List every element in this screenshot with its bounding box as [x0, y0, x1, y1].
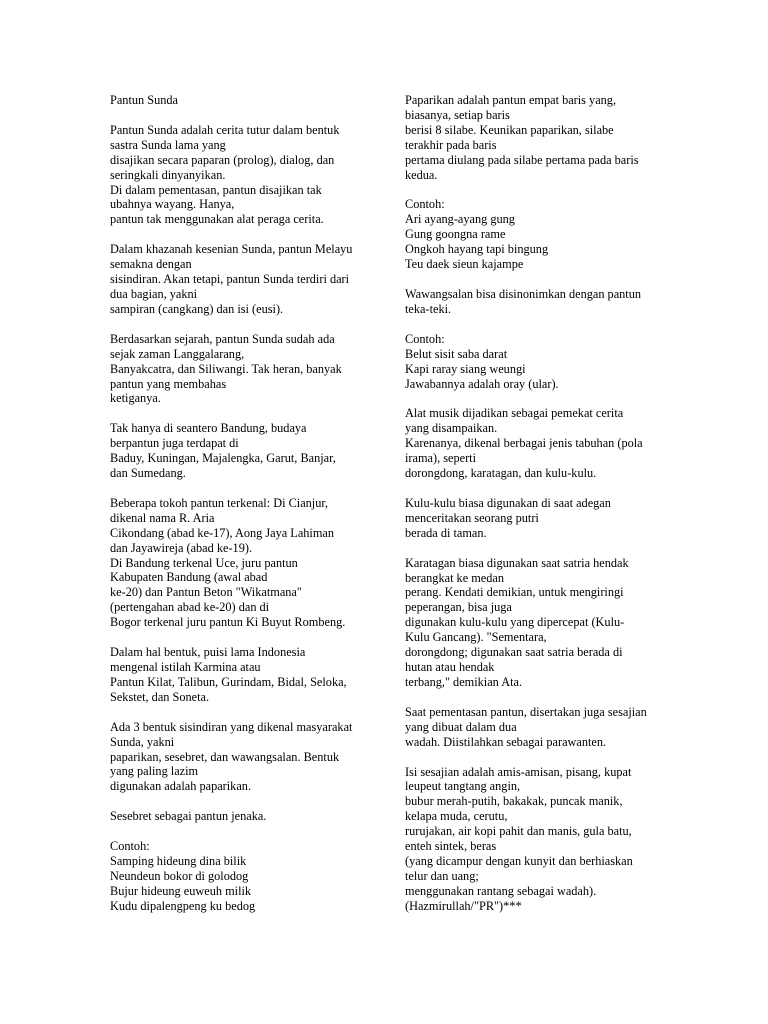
text-line: Teu daek sieun kajampe: [405, 257, 524, 272]
text-line: yang disampaikan.: [405, 421, 498, 436]
paragraph: [110, 242, 370, 317]
text-line: enteh sintek, beras: [405, 839, 497, 854]
text-line: Samping hideung dina bilik: [110, 854, 247, 869]
paragraph: [110, 645, 370, 705]
paragraph: [405, 705, 665, 750]
text-line: leupeut tangtang angin,: [405, 779, 521, 794]
text-line: Kudu dipalengpeng ku bedog: [110, 898, 256, 913]
text-line: Tak hanya di seantero Bandung, budaya: [110, 421, 307, 436]
text-line: perang. Kendati demikian, untuk mengiringi: [405, 585, 624, 600]
text-line: Pantun Kilat, Talibun, Gurindam, Bidal, Seloka,: [110, 674, 347, 689]
text-line: peperangan, bisa juga: [405, 600, 512, 615]
text-line: Ongkoh hayang tapi bingung: [405, 242, 549, 257]
text-line: Di Bandung terkenal Uce, juru pantun: [110, 555, 298, 570]
text-line: Ari ayang-ayang gung: [405, 212, 515, 227]
text-line: Contoh:: [110, 839, 150, 854]
text-line: berisi 8 silabe. Keunikan paparikan, silabe: [405, 122, 614, 137]
text-line: wadah. Diistilahkan sebagai parawanten.: [405, 734, 607, 749]
paragraph: [405, 496, 665, 541]
text-line: Kulu Gancang). "Sementara,: [405, 630, 547, 645]
text-line: sisindiran. Akan tetapi, pantun Sunda terdiri dari: [110, 272, 350, 287]
text-line: Alat musik dijadikan sebagai pemekat cerita: [405, 406, 624, 421]
text-line: ubahnya wayang. Hanya,: [110, 197, 235, 212]
text-line: Sesebret sebagai pantun jenaka.: [110, 809, 267, 824]
text-line: semakna dengan: [110, 257, 192, 272]
text-line: Di dalam pementasan, pantun disajikan tak: [110, 182, 322, 197]
text-line: berpantun juga terdapat di: [110, 436, 239, 451]
text-line: digunakan kulu-kulu yang dipercepat (Kulu-: [405, 615, 625, 630]
text-line: Paparikan adalah pantun empat baris yang,: [405, 93, 617, 107]
text-line: menceritakan seorang putri: [405, 510, 539, 525]
paragraph: [110, 332, 370, 407]
right-text-column: [405, 93, 665, 929]
text-line: seringkali dinyanyikan.: [110, 167, 226, 182]
paragraph: [110, 123, 370, 227]
text-line: sejak zaman Langgalarang,: [110, 346, 245, 361]
text-line: sampiran (cangkang) dan isi (eusi).: [110, 301, 284, 316]
paragraph: [405, 406, 665, 481]
text-line: Neundeun bokor di golodog: [110, 868, 249, 883]
text-line: Karatagan biasa digunakan saat satria hendak: [405, 555, 629, 570]
text-line: Gung goongna rame: [405, 227, 506, 242]
paragraph: [405, 197, 665, 272]
text-line: berada di taman.: [405, 525, 487, 540]
text-line: Contoh:: [405, 197, 445, 212]
text-line: Isi sesajian adalah amis-amisan, pisang, kupat: [405, 764, 632, 779]
text-line: (yang dicampur dengan kunyit dan berhiaskan: [405, 853, 633, 868]
text-line: Bujur hideung euweuh milik: [110, 883, 252, 898]
text-line: menggunakan rantang sebagai wadah).: [405, 883, 597, 898]
paragraph: [405, 332, 665, 392]
text-line: Sunda, yakni: [110, 734, 175, 749]
text-line: Cikondang (abad ke-17), Aong Jaya Lahiman: [110, 525, 335, 540]
text-line: dan Sumedang.: [110, 466, 186, 481]
text-line: bubur merah-putih, bakakak, puncak manik,: [405, 794, 623, 809]
text-line: biasanya, setiap baris: [405, 107, 510, 122]
text-line: disajikan secara paparan (prolog), dialog, dan: [110, 152, 335, 167]
text-line: Bogor terkenal juru pantun Ki Buyut Rombeng.: [110, 615, 346, 630]
paragraph: [110, 93, 370, 108]
text-line: telur dan uang;: [405, 868, 479, 883]
text-line: dan Jayawireja (abad ke-19).: [110, 540, 253, 555]
text-line: Dalam hal bentuk, puisi lama Indonesia: [110, 645, 306, 660]
text-line: ketiganya.: [110, 391, 161, 406]
paragraph: [110, 809, 370, 824]
text-line: Contoh:: [405, 331, 445, 346]
text-line: Sekstet, dan Soneta.: [110, 689, 210, 704]
paragraph: [405, 556, 665, 690]
text-line: Dalam khazanah kesenian Sunda, pantun Melayu: [110, 242, 353, 257]
text-line: pertama diulang pada silabe pertama pada baris: [405, 152, 639, 167]
paragraph: [110, 496, 370, 630]
text-line: Saat pementasan pantun, disertakan juga sesajian: [405, 704, 647, 719]
text-line: Karenanya, dikenal berbagai jenis tabuhan (pola: [405, 436, 643, 451]
text-line: paparikan, sesebret, dan wawangsalan. Bentuk: [110, 749, 340, 764]
text-line: teka-teki.: [405, 301, 452, 316]
text-line: rurujakan, air kopi pahit dan manis, gula batu,: [405, 824, 632, 839]
text-line: terakhir pada baris: [405, 137, 497, 152]
text-line: pantun yang membahas: [110, 376, 227, 391]
text-line: dorongdong; digunakan saat satria berada di: [405, 645, 623, 660]
paragraph: [405, 287, 665, 317]
text-line: Belut sisit saba darat: [405, 346, 508, 361]
text-line: hutan atau hendak: [405, 660, 495, 674]
text-line: dorongdong, karatagan, dan kulu-kulu.: [405, 466, 597, 481]
text-line: sastra Sunda lama yang: [110, 137, 226, 152]
text-line: mengenal istilah Karmina atau: [110, 660, 261, 674]
left-text-column: [110, 93, 370, 929]
text-line: Pantun Sunda: [110, 93, 178, 107]
paragraph: [405, 93, 665, 182]
text-line: dikenal nama R. Aria: [110, 510, 215, 525]
text-line: (pertengahan abad ke-20) dan di: [110, 600, 270, 615]
text-line: ke-20) dan Pantun Beton "Wikatmana": [110, 585, 302, 600]
text-line: terbang," demikian Ata.: [405, 674, 523, 689]
text-line: Jawabannya adalah oray (ular).: [405, 376, 559, 391]
text-line: Kapi raray siang weungi: [405, 361, 526, 376]
text-line: dua bagian, yakni: [110, 286, 198, 301]
paragraph: [405, 765, 665, 914]
text-line: Kulu-kulu biasa digunakan di saat adegan: [405, 495, 611, 510]
paragraph: [110, 720, 370, 795]
paragraph: [110, 839, 370, 914]
text-line: Wawangsalan bisa disinonimkan dengan pantun: [405, 286, 642, 301]
text-line: kelapa muda, cerutu,: [405, 809, 508, 824]
text-line: yang dibuat dalam dua: [405, 719, 517, 734]
text-line: kedua.: [405, 167, 438, 182]
text-line: (Hazmirullah/"PR")***: [405, 898, 522, 913]
text-line: Beberapa tokoh pantun terkenal: Di Cianjur,: [110, 495, 329, 510]
text-line: pantun tak menggunakan alat peraga cerita.: [110, 212, 324, 227]
text-line: Pantun Sunda adalah cerita tutur dalam bentuk: [110, 122, 340, 137]
paragraph: [110, 421, 370, 481]
text-line: Kabupaten Bandung (awal abad: [110, 570, 268, 585]
text-line: digunakan adalah paparikan.: [110, 779, 252, 794]
text-line: Baduy, Kuningan, Majalengka, Garut, Banjar,: [110, 451, 336, 466]
text-line: berangkat ke medan: [405, 570, 505, 585]
text-line: Banyakcatra, dan Siliwangi. Tak heran, banyak: [110, 361, 342, 376]
text-line: irama), seperti: [405, 451, 477, 466]
text-line: yang paling lazim: [110, 764, 199, 779]
text-line: Berdasarkan sejarah, pantun Sunda sudah ada: [110, 331, 335, 346]
text-line: Ada 3 bentuk sisindiran yang dikenal masyarakat: [110, 719, 353, 734]
